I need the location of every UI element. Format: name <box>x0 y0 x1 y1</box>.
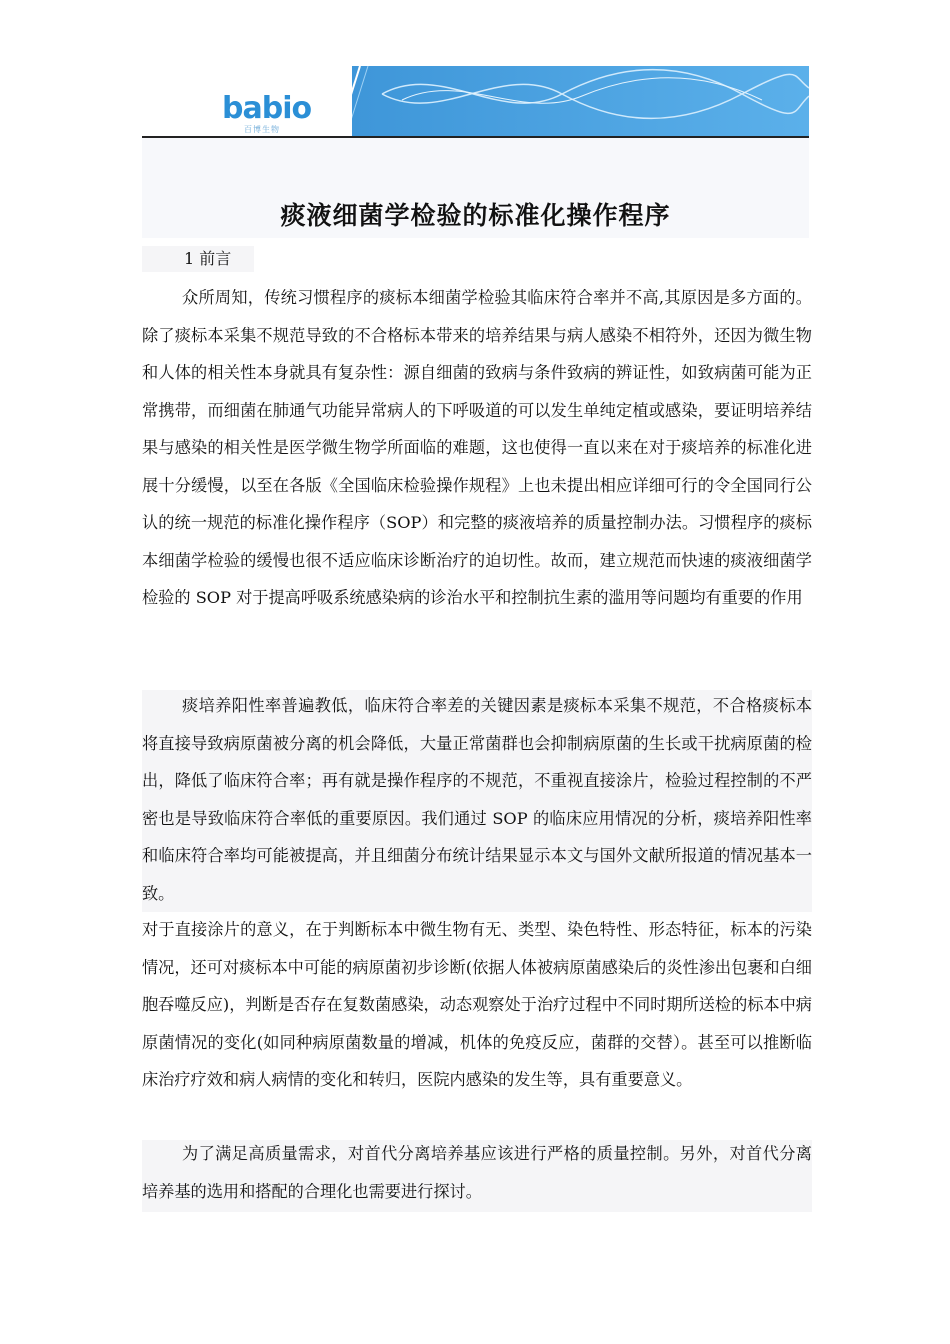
section-heading: 1 前言 <box>142 246 254 272</box>
paragraph: 为了满足高质量需求，对首代分离培养基应该进行严格的质量控制。另外，对首代分离培养基的选用和搭配的合理化也需要进行探讨。 <box>142 1144 812 1201</box>
paragraph: 众所周知，传统习惯程序的痰标本细菌学检验其临床符合率并不高,其原因是多方面的。除了痰标本采集不规范导致的不合格标本带来的培养结果与病人感染不相符外，还因为微生物和人体的相关性本身就具有复杂性：源自细菌的致病与条件致病的辨证性，如致病菌可能为正常携带，而细菌在肺通气功能异常病人的下呼吸道的可以发生单纯定植或感染，要证明培养结果与感染的相关性是医学微生物学所面临的难题，这也使得一直以来在对于痰培养的标准化进展十分缓慢，以至在各版《全国临床检验操作规程》上也未提出相应详细可行的令全国同行公认的统一规范的标准化操作程序（SOP）和完整的痰液培养的质量控制办法。习惯程序的痰标本细菌学检验的缓慢也很不适应临床诊断治疗的迫切性。故而，建立规范而快速的痰液细菌学检验的 SOP 对于提高呼吸系统感染病的诊治水平和控制抗生素的滥用等问题均有重要的作用 <box>142 288 812 607</box>
document-title: 痰液细菌学检验的标准化操作程序 <box>280 201 671 230</box>
babio-logo <box>222 91 312 134</box>
page-header <box>142 66 809 138</box>
logo-word: babio <box>222 91 312 126</box>
paragraph: 对于直接涂片的意义，在于判断标本中微生物有无、类型、染色特性、形态特征，标本的污染情况，还可对痰标本中可能的病原菌初步诊断(依据人体被病原菌感染后的炎性渗出包裹和白细胞吞噬反应)，判断是否存在复数菌感染，动态观察处于治疗过程中不同时期所送检的标本中病原菌情况的变化(如同种病原菌数量的增减，机体的免疫反应，菌群的交替）。甚至可以推断临床治疗疗效和病人病情的变化和转归，医院内感染的发生等，具有重要意义。 <box>142 920 812 1089</box>
logo-subtext: 百博生物 <box>244 125 280 134</box>
paragraph: 痰培养阳性率普遍教低，临床符合率差的关键因素是痰标本采集不规范，不合格痰标本将直接导致病原菌被分离的机会降低，大量正常菌群也会抑制病原菌的生长或干扰病原菌的检出，降低了临床符合率；再有就是操作程序的不规范，不重视直接涂片，检验过程控制的不严密也是导致临床符合率低的重要原因。我们通过 SOP 的临床应用情况的分析，痰培养阳性率和临床符合率均可能被提高，并且细菌分布统计结果显示本文与国外文献所报道的情况基本一致。 <box>142 696 812 903</box>
